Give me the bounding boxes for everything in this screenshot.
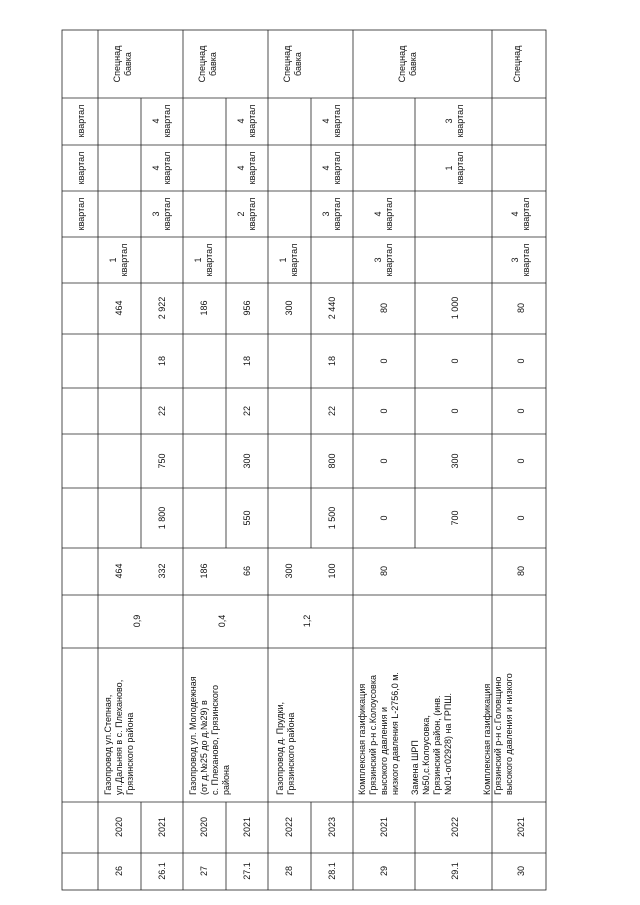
row-year: 2021 bbox=[379, 816, 389, 838]
object-name: Газопровод ул. Молодежная(от д.№25 до д.№29) вс. Плеханово, Грязинскогорайона bbox=[188, 676, 231, 795]
row-num: 27.1 bbox=[242, 862, 252, 880]
row-quarter: 4квартал bbox=[373, 197, 394, 231]
header-q2: квартал bbox=[76, 197, 86, 231]
row-quarter: 1квартал bbox=[108, 243, 129, 277]
row-year: 2020 bbox=[199, 816, 209, 838]
row-value: 80 bbox=[516, 302, 526, 314]
contractor: Спецнадбавка bbox=[282, 45, 303, 83]
row-num: 30 bbox=[516, 865, 526, 877]
contractor: Спецнадбавка bbox=[112, 45, 133, 83]
row-num: 28 bbox=[284, 865, 294, 877]
row-quarter: 1квартал bbox=[278, 243, 299, 277]
row-value: 1 500 bbox=[327, 506, 337, 530]
row-num: 27 bbox=[199, 865, 209, 877]
object-name: Газопровод д. Прудки,Грязинского района bbox=[275, 702, 296, 795]
row-value: 956 bbox=[242, 300, 252, 316]
row-quarter: 4квартал bbox=[510, 197, 531, 231]
row-value: 22 bbox=[242, 405, 252, 417]
row-num: 29.1 bbox=[450, 862, 460, 880]
row-year: 2022 bbox=[284, 816, 294, 838]
row-value: 1 000 bbox=[450, 296, 460, 320]
header-q3: квартал bbox=[76, 151, 86, 185]
row-quarter: 3квартал bbox=[321, 197, 342, 231]
row-num: 28.1 bbox=[327, 862, 337, 880]
row-value: 0 bbox=[450, 408, 460, 414]
row-quarter: 4квартал bbox=[151, 104, 172, 138]
row-value: 0 bbox=[450, 358, 460, 364]
row-value: 0 bbox=[516, 408, 526, 414]
row-quarter: 2квартал bbox=[236, 197, 257, 231]
contractor: Спецнадбавка bbox=[397, 45, 418, 83]
row-num: 26 bbox=[114, 865, 124, 877]
row-value: 464 bbox=[114, 300, 124, 316]
row-quarter: 4квартал bbox=[236, 151, 257, 185]
header-q4: квартал bbox=[76, 104, 86, 138]
row-value: 186 bbox=[199, 300, 209, 316]
row-value: 0 bbox=[516, 515, 526, 521]
row-value: 464 bbox=[114, 563, 124, 579]
row-value: 100 bbox=[327, 563, 337, 579]
row-value: 2 922 bbox=[157, 296, 167, 320]
row-value: 300 bbox=[242, 453, 252, 469]
row-quarter: 4квартал bbox=[236, 104, 257, 138]
row-value: 750 bbox=[157, 453, 167, 469]
row-value: 0 bbox=[379, 458, 389, 464]
row-value: 80 bbox=[516, 565, 526, 577]
row-value: 0 bbox=[516, 458, 526, 464]
row-year: 2022 bbox=[450, 816, 460, 838]
row-value: 2 440 bbox=[327, 296, 337, 320]
row-quarter: 3квартал bbox=[510, 243, 531, 277]
row-value: 186 bbox=[199, 563, 209, 579]
object-name: Газопровод ул.Степная,ул.Дальняя в с. Плеханово,Грязинского района bbox=[103, 679, 135, 795]
contractor: Спецнад bbox=[512, 45, 522, 83]
row-value: 550 bbox=[242, 510, 252, 526]
table-group bbox=[62, 30, 546, 890]
row-value: 700 bbox=[450, 510, 460, 526]
row-value: 18 bbox=[157, 355, 167, 367]
object-length: 0,4 bbox=[217, 614, 227, 628]
row-quarter: 1квартал bbox=[193, 243, 214, 277]
row-value: 66 bbox=[242, 565, 252, 577]
row-quarter: 4квартал bbox=[151, 151, 172, 185]
row-value: 300 bbox=[450, 453, 460, 469]
row-quarter: 3квартал bbox=[151, 197, 172, 231]
object-name: Замена ШРП№50,с.Колоусовка,Грязинский район, (инв.№01-ог02928) на ГРПШ. bbox=[410, 692, 453, 795]
row-year: 2020 bbox=[114, 816, 124, 838]
row-value: 1 800 bbox=[157, 506, 167, 530]
row-num: 29 bbox=[379, 865, 389, 877]
row-value: 0 bbox=[516, 358, 526, 364]
row-value: 332 bbox=[157, 563, 167, 579]
row-year: 2021 bbox=[242, 816, 252, 838]
row-value: 18 bbox=[327, 355, 337, 367]
object-length: 1,2 bbox=[302, 614, 312, 628]
row-quarter: 3квартал bbox=[444, 104, 465, 138]
object-name: Комплексная газификацияГрязинский р-н с.Колоусовкавысокого давления инизкого давления L-2756,0 м. bbox=[357, 672, 400, 795]
row-value: 300 bbox=[284, 563, 294, 579]
row-value: 22 bbox=[157, 405, 167, 417]
row-value: 0 bbox=[379, 515, 389, 521]
row-num: 26.1 bbox=[157, 862, 167, 880]
row-year: 2021 bbox=[157, 816, 167, 838]
object-length: 0,9 bbox=[132, 614, 142, 628]
contractor: Спецнадбавка bbox=[197, 45, 218, 83]
row-value: 800 bbox=[327, 453, 337, 469]
row-year: 2023 bbox=[327, 816, 337, 838]
row-value: 80 bbox=[379, 302, 389, 314]
row-value: 0 bbox=[379, 358, 389, 364]
row-value: 18 bbox=[242, 355, 252, 367]
row-value: 0 bbox=[379, 408, 389, 414]
object-name: Комплексная газификацияГрязинский р-н с.Головщиновысокого давления и низкого bbox=[482, 673, 514, 795]
row-quarter: 4квартал bbox=[321, 151, 342, 185]
row-value: 80 bbox=[379, 565, 389, 577]
row-quarter: 4квартал bbox=[321, 104, 342, 138]
row-year: 2021 bbox=[516, 816, 526, 838]
row-value: 22 bbox=[327, 405, 337, 417]
row-value: 300 bbox=[284, 300, 294, 316]
row-quarter: 1квартал bbox=[444, 151, 465, 185]
row-quarter: 3квартал bbox=[373, 243, 394, 277]
